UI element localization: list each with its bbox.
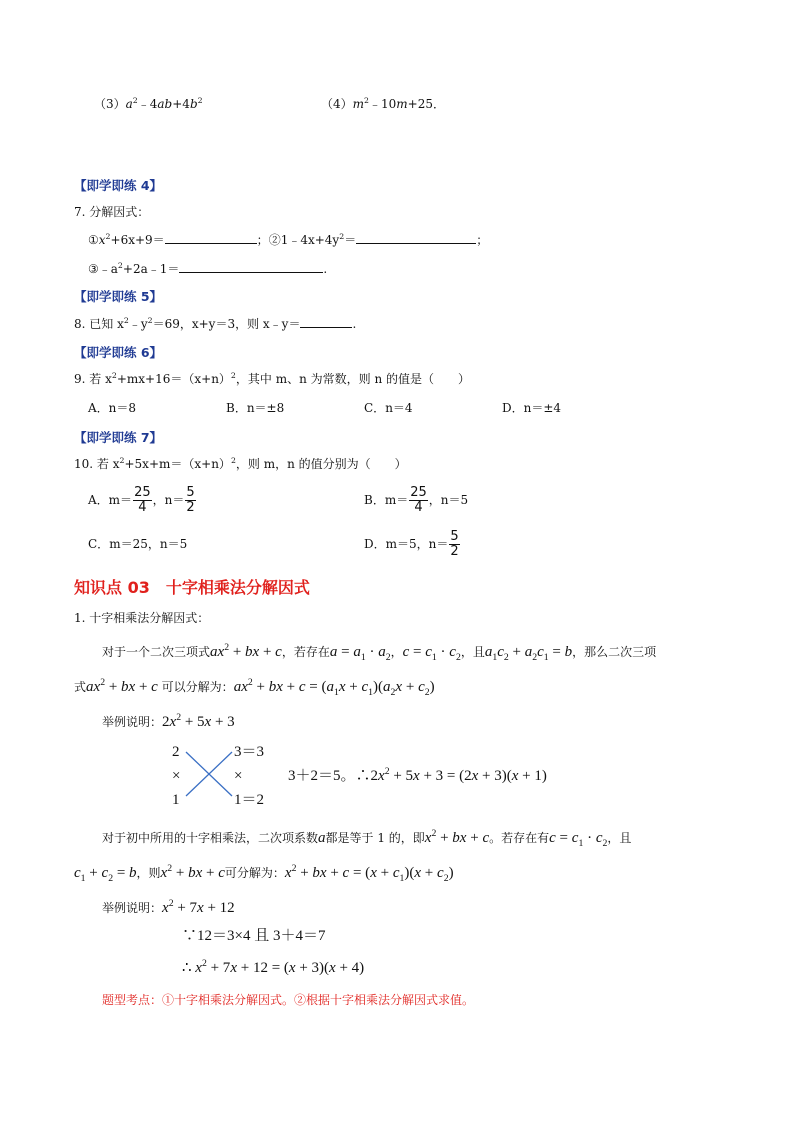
para2: 式$ax^2$ + bx + c 可以分解为：$ax^2$ + bx + $c = (a_1x + c_1)(a_2x + c_2)$ [74, 677, 435, 698]
q7-blank-1[interactable] [165, 231, 257, 244]
q-prev-item3: $(3)a^2﹣4ab+4b^2$ [94, 96, 203, 111]
q10-option-c[interactable]: C．m＝25，n＝5 [88, 537, 188, 551]
fraction: $\frac{5}{2}$ [450, 529, 459, 559]
q7-line1: $①x^2+6x+9=$ ；$②1﹣4x+4y^2=$ ； [88, 232, 489, 247]
para1: 对于一个二次三项式$ax^2$ + bx + c，若存在$a = a_1 \cdot a_2$，$c = c_1 \cdot c_2$，且$a_1c_2 + a_2c_1 = b$，那么二次三项 [102, 642, 657, 663]
fraction: $\frac{25}{4}$ [410, 485, 427, 515]
example2: 举例说明：$x^2 + 7x + 12$ [102, 898, 235, 916]
cross-result: 3＋2＝5。$\therefore 2x^2 + 5x + 3 = (2x + 3)(x + 1)$ [288, 766, 547, 784]
q10-option-a[interactable]: A．m＝ $\frac{25}{4}$ ，n＝ $\frac{5}{2}$ [88, 485, 195, 515]
cross-mid-left: × [172, 768, 181, 784]
cross-top-left: 2 [172, 744, 180, 760]
para3: 对于初中所用的十字相乘法，二次项系数a都是等于 1 的，即$x^2$ + bx + c。若存在有$c = c_1 \cdot c_2$，且 [102, 828, 632, 849]
q7-line2: $③﹣a^2+2a﹣1=$ . [88, 261, 328, 276]
fraction: $\frac{5}{2}$ [186, 485, 195, 515]
q9-option-b[interactable]: B．n＝±8 [226, 401, 285, 415]
fraction: $\frac{25}{4}$ [134, 485, 151, 515]
practice-header-4: 【即学即练 4】 [74, 178, 163, 193]
q9-option-c[interactable]: C．n＝4 [364, 401, 413, 415]
q7-stem: 7. 分解因式： [74, 205, 150, 219]
cross-mid-right: × [234, 768, 243, 784]
example1: 举例说明：$2x^2 + 5x + 3$ [102, 712, 235, 730]
point-1-heading: 1. 十字相乘法分解因式： [74, 611, 210, 625]
cross-lines [184, 748, 234, 800]
para4: $c_1 + c_2 = b$，则$x^2$ + bx + c可分解为：$x^2$ + bx + $c = (x + c_1)(x + c_2)$ [74, 863, 454, 884]
practice-header-5: 【即学即练 5】 [74, 289, 163, 304]
q-prev-item4: $(4)m^2﹣10m+25$． [321, 96, 445, 111]
cross-bottom-right: 1＝2 [234, 792, 265, 808]
note-exam-points: 题型考点：①十字相乘法分解因式。②根据十字相乘法分解因式求值。 [102, 993, 475, 1007]
q7-blank-3[interactable] [179, 260, 323, 273]
cross-top-right: 3＝3 [234, 744, 265, 760]
q9-option-d[interactable]: D．n＝±4 [502, 401, 562, 415]
q8-blank[interactable] [300, 315, 352, 328]
q9-stem: 9. 若 $x^2+mx+16=(x+n)^2$，其中 m、n 为常数，则 n 的值是（ ） [74, 371, 470, 386]
therefore-line: ∴ $x^2 + 7x + 12 = (x + 3)(x + 4)$ [182, 958, 365, 976]
practice-header-7: 【即学即练 7】 [74, 430, 163, 445]
cross-bottom-left: 1 [172, 792, 180, 808]
because-line: ∵12＝3×4 且 3＋4＝7 [182, 928, 326, 944]
q8-stem: 8. 已知 $x^2﹣y^2=69$，x+y＝3，则 x﹣y＝ . [74, 316, 357, 331]
q10-stem: 10. 若 $x^2+5x+m=(x+n)^2$，则 m，n 的值分别为（ ） [74, 456, 407, 471]
q10-option-b[interactable]: B．m＝ $\frac{25}{4}$ ，n＝5 [364, 485, 469, 515]
q7-blank-2[interactable] [356, 231, 476, 244]
practice-header-6: 【即学即练 6】 [74, 345, 163, 360]
q9-option-a[interactable]: A．n＝8 [88, 401, 137, 415]
section-title: 知识点 03 十字相乘法分解因式 [74, 578, 310, 597]
q10-option-d[interactable]: D．m＝5，n＝ $\frac{5}{2}$ [364, 529, 459, 559]
